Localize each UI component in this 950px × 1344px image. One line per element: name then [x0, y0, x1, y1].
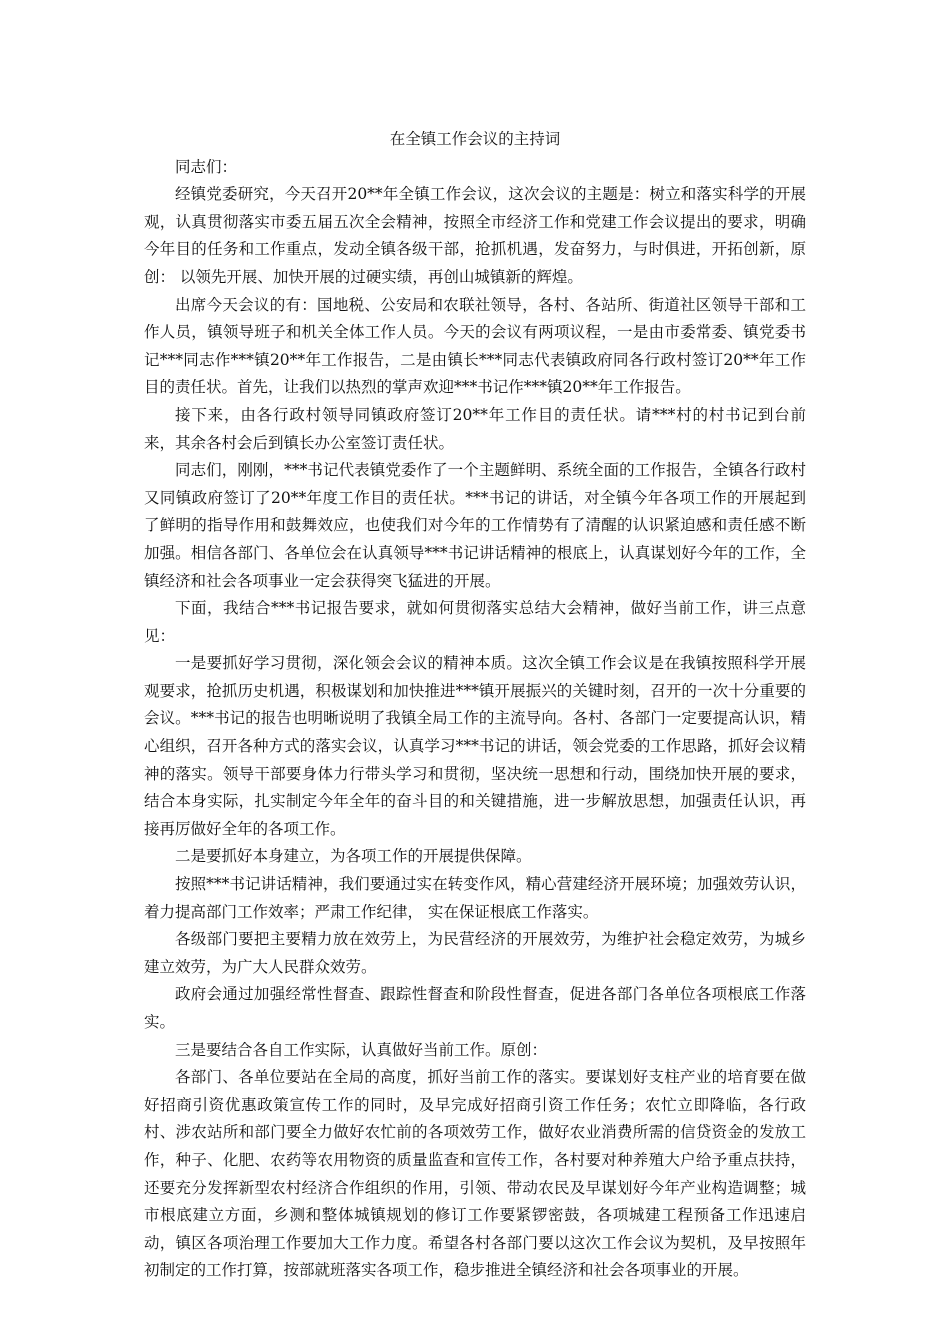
paragraph-salutation: 同志们： — [175, 157, 238, 176]
paragraph-point-three: 三是要结合各自工作实际，认真做好当前工作。原创： — [175, 1040, 548, 1059]
paragraph-work-style: 按照***书记讲话精神，我们要通过实在转变作风，精心营建经济开展环境；加强效劳认识， 着力提高部门工作效率；严肃工作纪律， 实在保证根底工作落实。 — [144, 875, 806, 921]
paragraph-service: 各级部门要把主要精力放在效劳上，为民营经济的开展效劳，为维护社会稳定效劳，为城乡建立效劳，为广大人民群众效劳。 — [144, 930, 806, 976]
paragraph-supervision: 政府会通过加强经常性督查、跟踪性督查和阶段性督查，促进各部门各单位各项根底工作落实。 — [144, 985, 806, 1031]
paragraph-three-opinions-intro: 下面，我结合***书记报告要求，就如何贯彻落实总结大会精神，做好当前工作，讲三点意见： — [144, 599, 806, 645]
document-page — [144, 126, 806, 1285]
paragraph-attendees-agenda: 出席今天会议的有：国地税、公安局和农联社领导，各村、各站所、街道社区领导干部和工作人员，镇领导班子和机关全体工作人员。今天的会议有两项议程，一是由市委常委、镇党委书记***同志作***镇20**年工作报告，二是由镇长***同志代表镇政府同各行政村签订20**年工作目的责任状。首先，让我们以热烈的掌声欢迎***书记作***镇20**年工作报告。 — [144, 295, 806, 397]
paragraph-sign-responsibility: 接下来，由各行政村领导同镇政府签订20**年工作目的责任状。请***村的村书记到台前来，其余各村会后到镇长办公室签订责任状。 — [144, 405, 806, 452]
document-title: 在全镇工作会议的主持词 — [389, 130, 561, 148]
paragraph-report-summary: 同志们，刚刚，***书记代表镇党委作了一个主题鲜明、系统全面的工作报告，全镇各行政村又同镇政府签订了20**年度工作目的责任状。***书记的讲话，对全镇今年各项工作的开展起到了鲜明的指导作用和鼓舞效应，也使我们对今年的工作情势有了清醒的认识紧迫感和责任感不断加强。相信各部门、各单位会在认真领导***书记讲话精神的根底上，认真谋划好今年的工作，全镇经济和社会各项事业一定会获得突飞猛进的开展。 — [144, 461, 806, 590]
paragraph-point-one: 一是要抓好学习贯彻，深化领会会议的精神本质。这次全镇工作会议是在我镇按照科学开展观要求，抢抓历史机遇，积极谋划和加快推进***镇开展振兴的关键时刻，召开的一次十分重要的会议。***书记的报告也明晰说明了我镇全局工作的主流导向。各村、各部门一定要提高认识，精心组织，召开各种方式的落实会议，认真学习***书记的讲话，领会党委的工作思路，抓好会议精神的落实。领导干部要身体力行带头学习和贯彻，坚决统一思想和行动，围绕加快开展的要求，结合本身实际，扎实制定今年全年的奋斗目的和关键措施，进一步解放思想，加强责任认识，再接再厉做好全年的各项工作。 — [144, 654, 806, 838]
paragraph-meeting-theme: 经镇党委研究，今天召开20**年全镇工作会议，这次会议的主题是：树立和落实科学的开展观，认真贯彻落实市委五届五次全会精神，按照全市经济工作和党建工作会议提出的要求，明确今年目的任务和工作重点，发动全镇各级干部，抢抓机遇，发奋努力，与时俱进，开拓创新，原创： 以领先开展、加快开展的过硬实绩，再创山城镇新的辉煌。 — [144, 185, 806, 286]
paragraph-point-two: 二是要抓好本身建立，为各项工作的开展提供保障。 — [175, 847, 532, 866]
paragraph-current-work: 各部门、各单位要站在全局的高度，抓好当前工作的落实。要谋划好支柱产业的培育要在做好招商引资优惠政策宣传工作的同时，及早完成好招商引资工作任务；农忙立即降临，各行政村、涉农站所和部门要全力做好农忙前的各项效劳工作，做好农业消费所需的信贷资金的发放工作，种子、化肥、农药等农用物资的质量监查和宣传工作，各村要对种养殖大户给予重点扶持，还要充分发挥新型农村经济合作组织的作用，引领、带动农民及早谋划好今年产业构造调整；城市根底建立方面，乡测和整体城镇规划的修订工作要紧锣密鼓，各项城建工程预备工作迅速启动，镇区各项治理工作要加大工作力度。希望各村各部门要以这次工作会议为契机，及早按照年初制定的工作打算，按部就班落实各项工作，稳步推进全镇经济和社会各项事业的开展。 — [144, 1068, 806, 1280]
